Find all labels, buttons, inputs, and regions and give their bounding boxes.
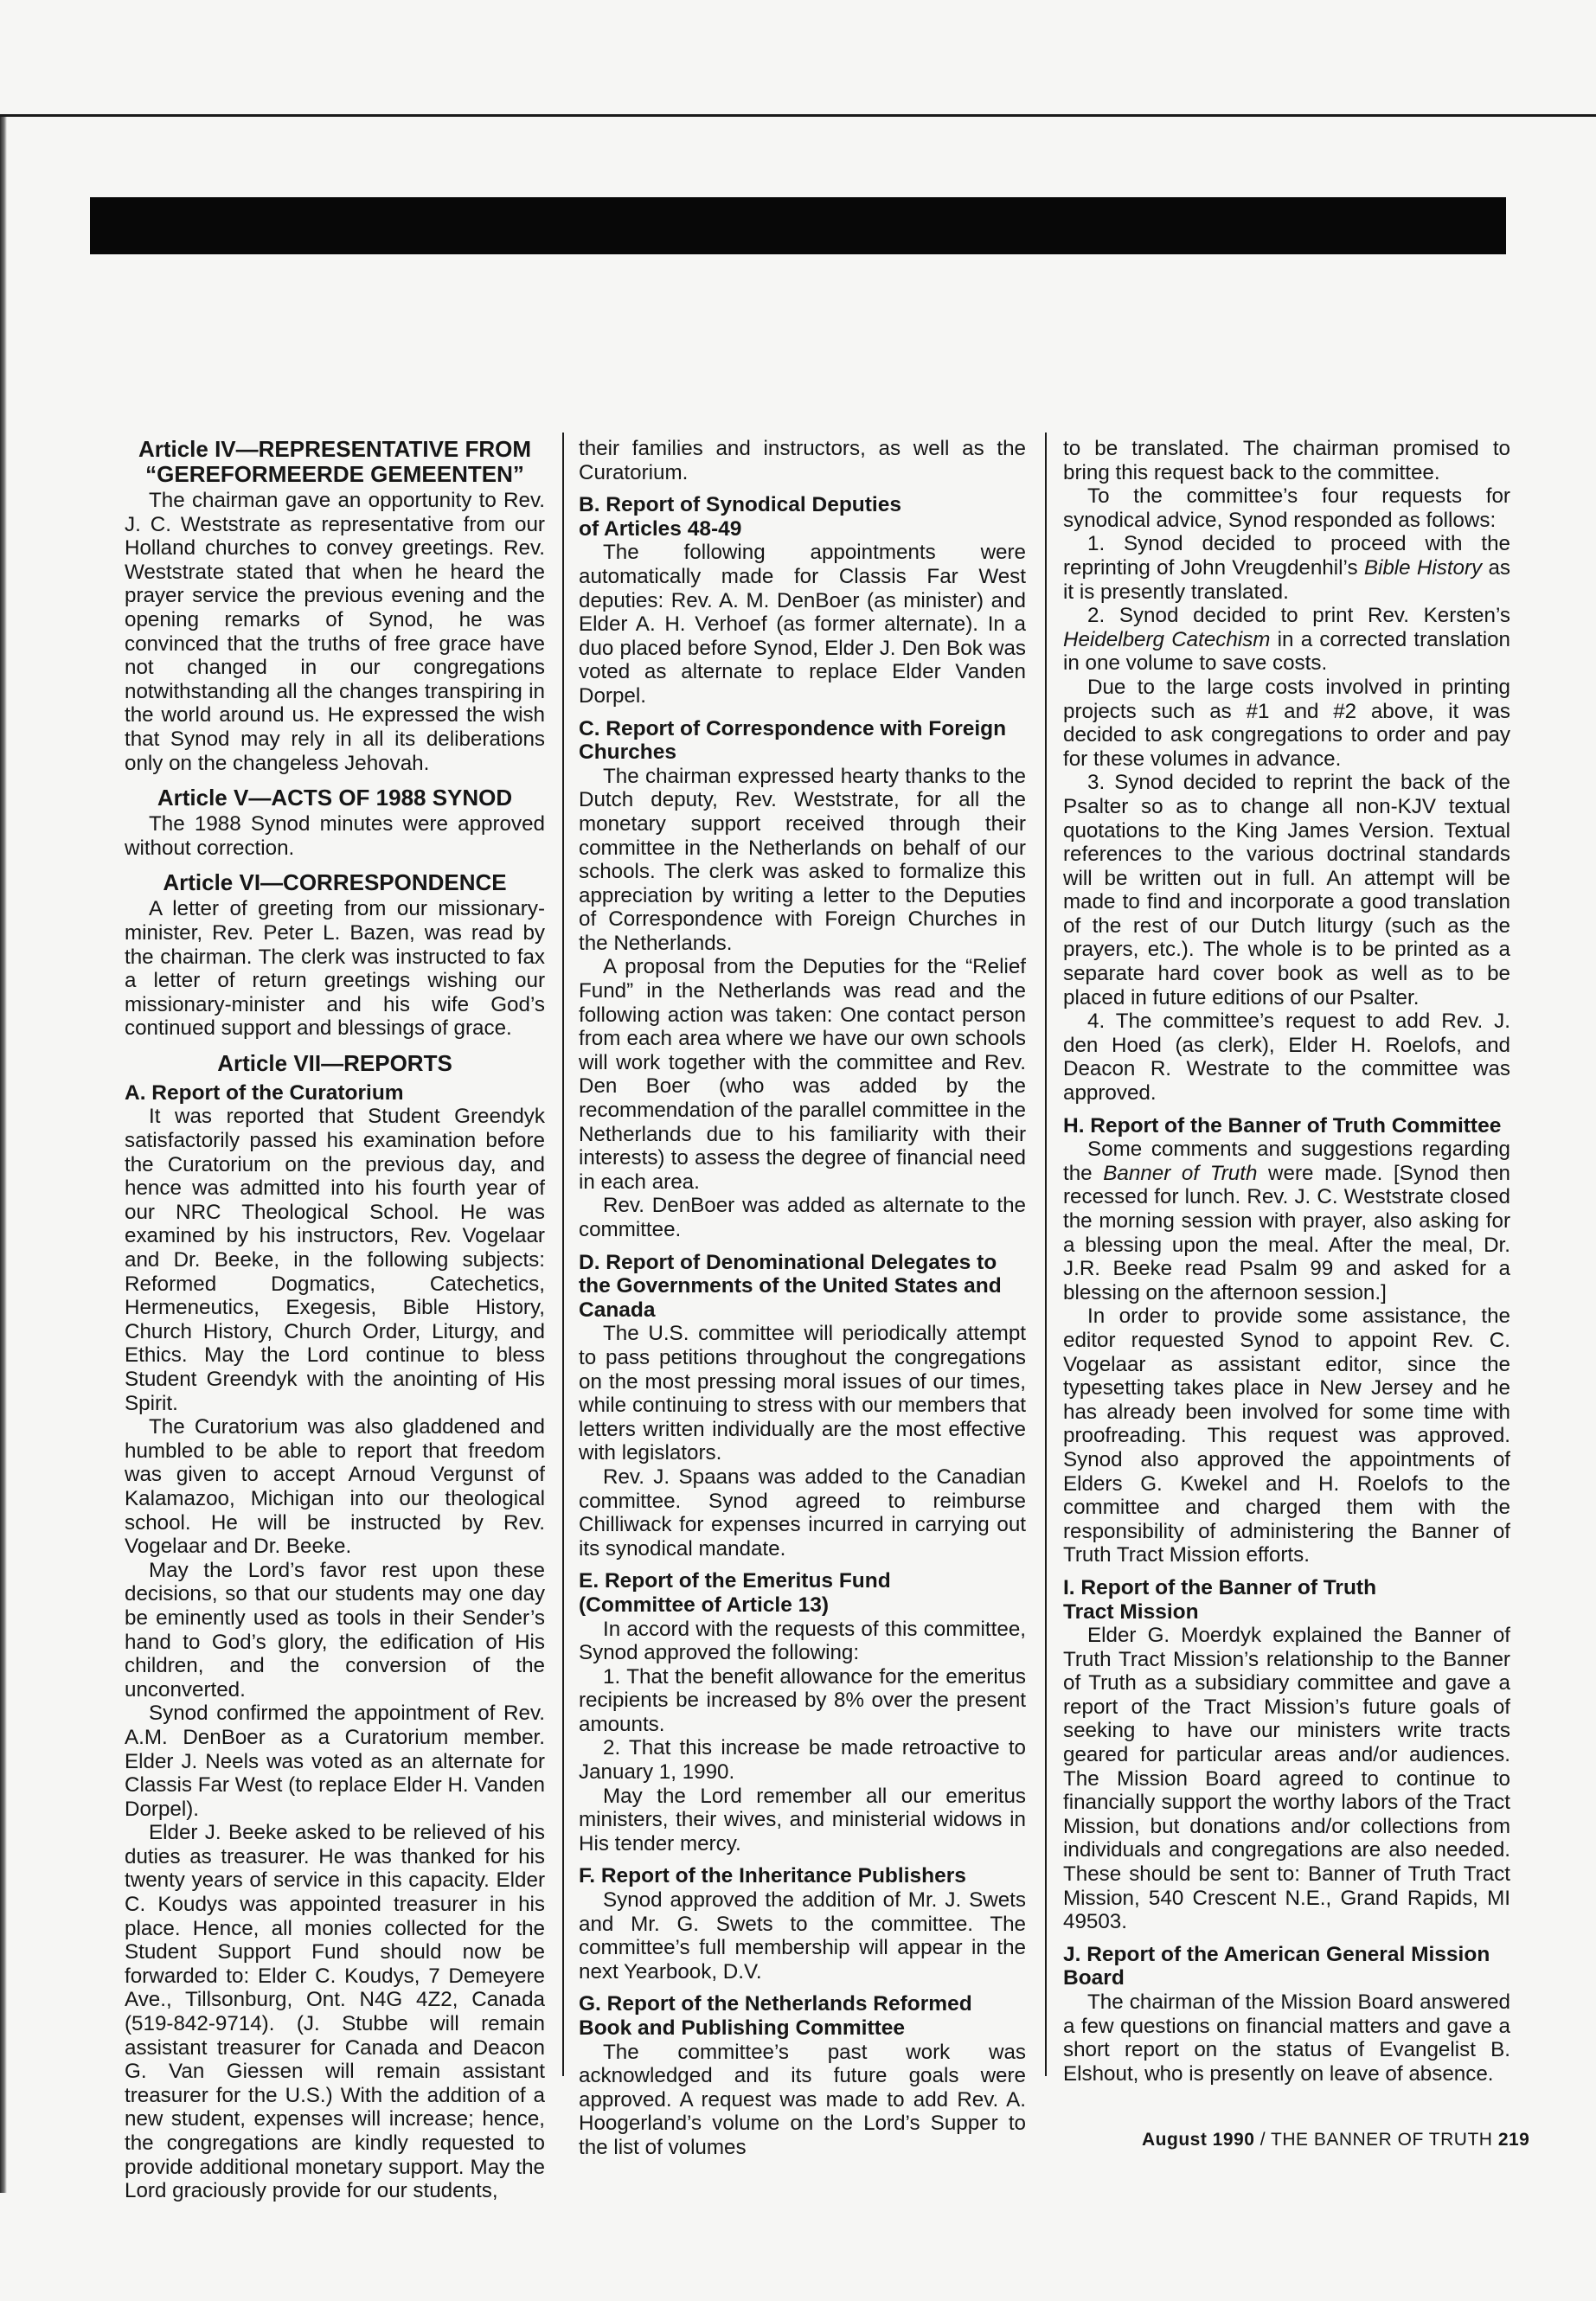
- section-a-paragraph-2: The Curatorium was also gladdened and humbled to be able to report that freedom was given to accept Arnoud Vergunst of Kalamazoo, Michigan into our theological school. He will be instructed by Rev. Vogelaar and Dr. Beeke.: [125, 1415, 545, 1559]
- section-g-paragraph-4-a: 2. Synod decided to print Rev. Kersten’s: [1087, 604, 1510, 628]
- section-c-paragraph-3: Rev. DenBoer was added as alternate to the committee.: [579, 1194, 1026, 1241]
- section-i-heading: [1063, 1576, 1510, 1624]
- page-top-rule: [0, 114, 1596, 117]
- section-a-paragraph-1: It was reported that Student Greendyk satisfactorily passed his examination before the Curatorium on the previous day, and hence was admitted into his fourth year of our NRC Theological School. He was examined by his instructors, Rev. Vogelaar and Dr. Beeke, in the following subjects: Reformed Dogmatics, Catechetics, Hermeneutics, Exegesis, Bible History, Church History, Church Order, Liturgy, and Ethics. May the Lord continue to bless Student Greendyk with the anointing of His Spirit.: [125, 1105, 545, 1415]
- section-g-paragraph-2: To the committee’s four requests for synodical advice, Synod responded as follows:: [1063, 484, 1510, 532]
- section-j-paragraph-1: The chairman of the Mission Board answered a few questions on financial matters and gave a short report on the status of Evangelist B. Elshout, who is presently on leave of absence.: [1063, 1990, 1510, 2086]
- section-b-heading: [579, 493, 1026, 541]
- section-a-paragraph-3: May the Lord’s favor rest upon these decisions, so that our students may one day be eminently used as tools in their Sender’s hand to God’s glory, the edification of His children, and the conversion of the unconverted.: [125, 1558, 545, 1702]
- section-f-heading: F. Report of the Inheritance Publishers: [579, 1864, 966, 1888]
- footer-date: August 1990: [1142, 2130, 1255, 2150]
- bible-history-title: Bible History: [1363, 555, 1483, 580]
- section-a-continuation: their families and instructors, as well as the Curatorium.: [579, 437, 1026, 484]
- footer-separator: /: [1254, 2130, 1271, 2150]
- article-5-paragraph: The 1988 Synod minutes were approved without correction.: [125, 812, 545, 860]
- section-g-paragraph-4: [1063, 604, 1510, 676]
- column-2: [579, 437, 1026, 2160]
- section-i-heading-line2: Tract Mission: [1063, 1599, 1199, 1624]
- article-5-heading: Article V—ACTS OF 1988 SYNOD: [157, 785, 513, 811]
- article-6-heading: Article VI—CORRESPONDENCE: [163, 869, 507, 896]
- page-number: 219: [1497, 2130, 1530, 2150]
- article-4-paragraph: The chairman gave an opportunity to Rev. J. C. Weststrate as representative from our Holland churches to convey greetings. Rev. Weststrate stated that when he heard the prayer service the previous evening and the opening remarks of Synod, he was convinced that the truths of free grace have not changed in our congregations notwithstanding all the changes transpiring in the world around us. He expressed the wish that Synod may rely in all its deliberations only on the changeless Jehovah.: [125, 489, 545, 775]
- section-g-paragraph-4-b: in a corrected translation in one volume to save costs.: [1063, 627, 1510, 676]
- section-g-paragraph-6: 3. Synod decided to reprint the back of the Psalter so as to change all non-KJV textual quotations to the King James Version. Textual references to the various doctrinal standards will be written out in full. An attempt will be made to find and incorporate a good translation of the rest of our Dutch liturgy (such as the prayers, etc.). The whole is to be printed as a separate hard cover book as well as to be placed in future editions of our Psalter.: [1063, 771, 1510, 1009]
- section-i-paragraph-1: Elder G. Moerdyk explained the Banner of Truth Tract Mission’s relationship to the Banner of Truth as a subsidiary committee and gave a report of the Tract Mission’s future goals of seeking to have our ministers write tracts geared for particular areas and/or audiences. The Mission Board agreed to continue to financially support the worthy labors of the Tract Mission, but donations and/or collections from individuals and congregations are also needed. These should be sent to: Banner of Truth Tract Mission, 540 Crescent N.E., Grand Rapids, MI 49503.: [1063, 1624, 1510, 1934]
- section-h-paragraph-1-b: were made. [Synod then recessed for lunch. Rev. J. C. Weststrate closed the morning session with prayer, also asking for a blessing upon the meal. After the meal, Dr. J.R. Beeke read Psalm 99 and asked for a blessing on the afternoon session.]: [1063, 1161, 1510, 1304]
- section-a-paragraph-4: Synod confirmed the appointment of Rev. A.M. DenBoer as a Curatorium member. Elder J. Neels was voted as an alternate for Classis Far West (to replace Elder H. Vanden Dorpel).: [125, 1702, 545, 1821]
- section-b-heading-line1: B. Report of Synodical Deputies: [579, 493, 901, 517]
- section-h-paragraph-1-a: Some comments and suggestions regarding the: [1063, 1138, 1510, 1185]
- section-f-paragraph-1: Synod approved the addition of Mr. J. Swets and Mr. G. Swets to the committee. The committee’s full membership will appear in the next Yearbook, D.V.: [579, 1888, 1026, 1984]
- section-g-paragraph-3-a: 1. Synod decided to proceed with the reprinting of John Vreugdenhil’s: [1063, 532, 1510, 580]
- section-g-continuation: to be translated. The chairman promised to bring this request back to the committee.: [1063, 437, 1510, 484]
- heidelberg-catechism-title: Heidelberg Catechism: [1063, 627, 1271, 651]
- section-e-heading-line1: E. Report of the Emeritus Fund: [579, 1569, 891, 1593]
- section-c-paragraph-2: A proposal from the Deputies for the “Relief Fund” in the Netherlands was read and the following action was taken: One contact person from each area where we have our own schools will work together with the committee and Rev. Den Boer (who was added by the recommendation of the parallel committee in the Netherlands due to his familiarity with their interests) to assess the degree of financial need in each area.: [579, 955, 1026, 1194]
- section-d-heading: D. Report of Denominational Delegates to the Governments of the United States and Canada: [579, 1250, 1002, 1322]
- footer-publication: THE BANNER OF TRUTH: [1271, 2130, 1493, 2150]
- section-g-paragraph-3: [1063, 532, 1510, 604]
- article-4-heading-line2: “GEREFORMEERDE GEMEENTEN”: [145, 461, 524, 487]
- section-g-heading: G. Report of the Netherlands Reformed Book and Publishing Committee: [579, 1992, 972, 2040]
- section-g-paragraph-3-b: as it is presently translated.: [1063, 555, 1510, 604]
- column-divider-2: [1045, 433, 1047, 2076]
- section-e-paragraph-4: May the Lord remember all our emeritus ministers, their wives, and ministerial widows in His tender mercy.: [579, 1784, 1026, 1856]
- column-3: [1063, 437, 1510, 2086]
- section-a-heading: A. Report of the Curatorium: [125, 1080, 404, 1105]
- scan-left-edge: [0, 117, 7, 2193]
- section-b-heading-line2: of Articles 48-49: [579, 516, 742, 541]
- section-a-paragraph-5: Elder J. Beeke asked to be relieved of his duties as treasurer. He was thanked for his twenty years of service in this capacity. Elder C. Koudys was appointed treasurer in his place. Hence, all monies collected for the Student Support Fund should now be forwarded to: Elder C. Koudys, 7 Demeyere Ave., Tillsonburg, Ont. N4G 4Z2, Canada (519-842-9714). (J. Stubbe will remain assistant treasurer for Canada and Deacon G. Van Giessen will remain assistant treasurer for the U.S.) With the addition of a new student, expenses will increase; hence, the congregations are kindly requested to provide additional monetary support. May the Lord graciously provide for our students,: [125, 1821, 545, 2203]
- section-d-paragraph-1: The U.S. committee will periodically attempt to pass petitions throughout the congregations on the most pressing moral issues of our times, while continuing to stress with our members that letters written individually are the most effective with legislators.: [579, 1322, 1026, 1465]
- section-e-paragraph-3: 2. That this increase be made retroactive to January 1, 1990.: [579, 1736, 1026, 1785]
- section-e-heading: [579, 1569, 1026, 1617]
- article-7-heading: Article VII—REPORTS: [217, 1049, 452, 1076]
- section-g-paragraph-1: The committee’s past work was acknowledged and its future goals were approved. A request was made to add Rev. A. Hoogerland’s volume on the Lord’s Supper to the list of volumes: [579, 2040, 1026, 2159]
- column-1: [125, 437, 545, 2203]
- section-c-heading: C. Report of Correspondence with Foreign Churches: [579, 716, 1007, 765]
- header-banner-bar: [90, 197, 1506, 254]
- article-4-heading-line1: Article IV—REPRESENTATIVE FROM: [138, 436, 532, 462]
- section-d-paragraph-2: Rev. J. Spaans was added to the Canadian committee. Synod agreed to reimburse Chilliwack for expenses incurred in carrying out its synodical mandate.: [579, 1465, 1026, 1561]
- section-j-heading: J. Report of the American General Mission Board: [1063, 1942, 1490, 1990]
- banner-of-truth-title: Banner of Truth: [1103, 1161, 1258, 1185]
- article-4-heading: [125, 437, 545, 487]
- section-i-heading-line1: I. Report of the Banner of Truth: [1063, 1575, 1377, 1599]
- section-b-paragraph-1: The following appointments were automatically made for Classis Far West deputies: Rev. A. M. DenBoer (as minister) and Elder A. H. Verhoef (as former alternate). In a duo placed before Synod, Elder J. Den Bok was voted as alternate to replace Elder Vanden Dorpel.: [579, 541, 1026, 708]
- section-h-paragraph-2: In order to provide some assistance, the editor requested Synod to appoint Rev. C. Vogelaar as assistant editor, since the typesetting takes place in New Jersey and he has already been involved for some time with proofreading. This request was approved. Synod also approved the appointments of Elders G. Kwekel and H. Roelofs to the committee and charged them with the responsibility of administering the Banner of Truth Tract Mission efforts.: [1063, 1304, 1510, 1567]
- section-h-heading: H. Report of the Banner of Truth Committee: [1063, 1113, 1502, 1138]
- section-g-paragraph-5: Due to the large costs involved in printing projects such as #1 and #2 above, it was decided to ask congregations to order and pay for these volumes in advance.: [1063, 675, 1510, 771]
- section-e-paragraph-1: In accord with the requests of this committee, Synod approved the following:: [579, 1617, 1026, 1665]
- section-c-paragraph-1: The chairman expressed hearty thanks to the Dutch deputy, Rev. Weststrate, for all the monetary support received through their committee in the Netherlands on behalf of our schools. The clerk was asked to formalize this appreciation by writing a letter to the Deputies of Correspondence with Foreign Churches in the Netherlands.: [579, 764, 1026, 955]
- section-h-paragraph-1: [1063, 1138, 1510, 1304]
- section-e-paragraph-2: 1. That the benefit allowance for the emeritus recipients be increased by 8% over the present amounts.: [579, 1664, 1026, 1736]
- section-g-paragraph-7: 4. The committee’s request to add Rev. J. den Hoed (as clerk), Elder H. Roelofs, and Deacon R. Westrate to the committee was approved.: [1063, 1009, 1510, 1106]
- page-footer: [1142, 2130, 1529, 2150]
- section-e-heading-line2: (Committee of Article 13): [579, 1593, 830, 1617]
- article-6-paragraph: A letter of greeting from our missionary-minister, Rev. Peter L. Bazen, was read by the chairman. The clerk was instructed to fax a letter of return greetings wishing our missionary-minister and his wife God’s continued support and blessings of grace.: [125, 897, 545, 1041]
- column-divider-1: [562, 433, 564, 2076]
